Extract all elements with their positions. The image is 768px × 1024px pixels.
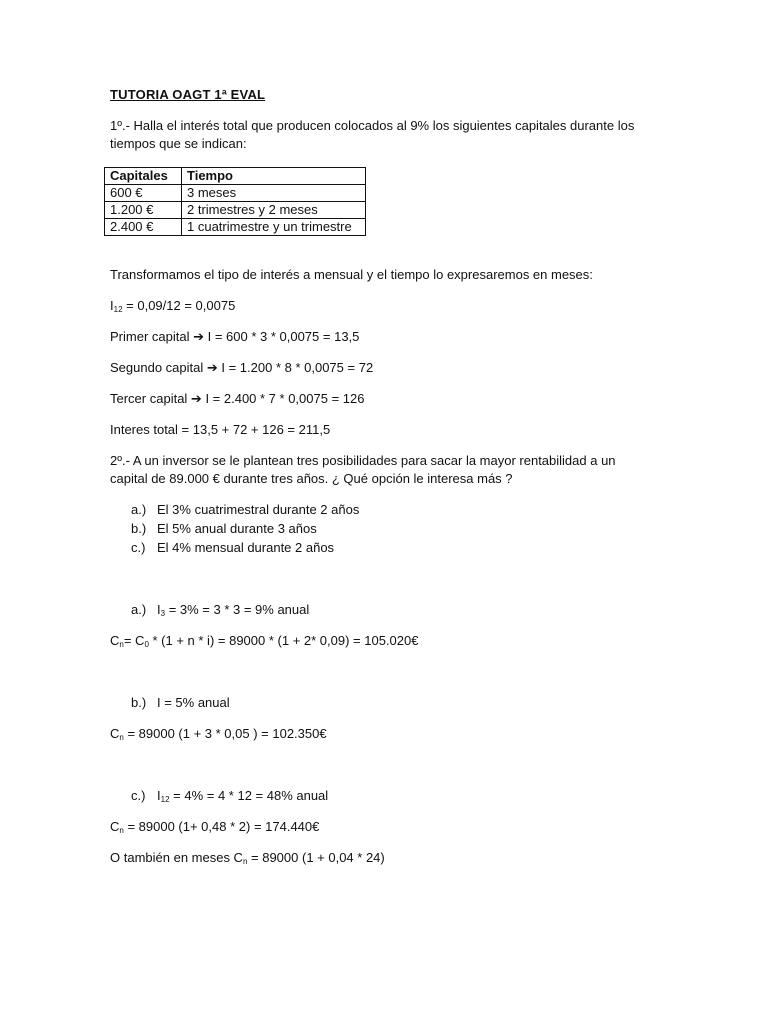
segundo-capital-label: Segundo capital — [110, 360, 207, 375]
tercer-capital-calc: I = 2.400 * 7 * 0,0075 = 126 — [201, 391, 365, 406]
list-marker: c.) — [131, 788, 146, 803]
formula-part: * (1 + n * i) = 89000 * (1 + 2* 0,09) = 105.020€ — [148, 633, 419, 648]
option-text: El 3% cuatrimestral durante 2 años — [157, 502, 360, 517]
list-marker: c.) — [131, 540, 146, 555]
rate-subscript: 3 — [160, 609, 166, 618]
answer-a-formula-line — [110, 632, 418, 650]
primer-capital-label: Primer capital — [110, 329, 194, 344]
table-cell: 600 € — [105, 185, 182, 202]
table-cell: 1 cuatrimestre y un trimestre — [182, 219, 366, 236]
capital-subscript: n — [119, 640, 124, 649]
table-cell: 2 trimestres y 2 meses — [182, 202, 366, 219]
list-marker: b.) — [131, 521, 147, 536]
answer-c-alt-formula-line — [110, 849, 385, 867]
table-header-capitales: Capitales — [105, 168, 182, 185]
arrow-icon: ➔ — [190, 391, 202, 406]
arrow-icon: ➔ — [206, 360, 218, 375]
table-header-tiempo: Tiempo — [182, 168, 366, 185]
option-text: El 4% mensual durante 2 años — [157, 540, 335, 555]
arrow-icon: ➔ — [193, 329, 204, 344]
table-row — [105, 185, 366, 202]
answer-c-rate-line — [131, 787, 328, 805]
capital-symbol: C — [110, 726, 120, 741]
rate-symbol: I — [157, 602, 161, 617]
rate-value: = 3% = 3 * 3 = 9% anual — [165, 602, 310, 617]
capital-subscript: n — [242, 857, 248, 866]
capital-symbol: C — [110, 633, 120, 648]
formula-part: = C — [123, 633, 145, 648]
table-cell: 1.200 € — [105, 202, 182, 219]
formula-part: = 89000 (1+ 0,48 * 2) = 174.440€ — [123, 819, 320, 834]
formula-part: = 89000 (1 + 3 * 0,05 ) = 102.350€ — [123, 726, 327, 741]
rate-symbol: I — [157, 788, 161, 803]
list-item — [131, 501, 359, 519]
formula-part: = 89000 (1 + 0,04 * 24) — [247, 850, 385, 865]
list-item — [131, 520, 317, 538]
table-row — [105, 219, 366, 236]
rate-subscript: 12 — [113, 305, 123, 314]
list-item — [131, 539, 334, 557]
table-cell: 2.400 € — [105, 219, 182, 236]
answer-b-formula-line — [110, 725, 327, 743]
table-header-row — [105, 168, 366, 185]
answer-b-rate-line — [131, 694, 230, 712]
list-marker: a.) — [131, 602, 147, 617]
primer-capital-line — [110, 328, 359, 346]
segundo-capital-calc: I = 1.200 * 8 * 0,0075 = 72 — [217, 360, 374, 375]
capital-symbol: C — [110, 819, 120, 834]
formula-part: O también en meses C — [110, 850, 243, 865]
option-text: El 5% anual durante 3 años — [157, 521, 317, 536]
capital-subscript: n — [119, 826, 124, 835]
segundo-capital-line — [110, 359, 373, 377]
answer-a-rate-line — [131, 601, 309, 619]
document-title: TUTORIA OAGT 1ª EVAL — [110, 87, 266, 102]
interest-total-line: Interes total = 13,5 + 72 + 126 = 211,5 — [110, 422, 331, 437]
rate-value: I = 5% anual — [157, 695, 230, 710]
question-2-statement: 2º.- A un inversor se le plantean tres posibilidades para sacar la mayor rentabilidad a un capital de 89.000 € durante tres años. ¿ Qué opción le interesa más ? — [110, 453, 616, 486]
capital-subscript: 0 — [144, 640, 149, 649]
answer-c-formula-line — [110, 818, 319, 836]
list-marker: b.) — [131, 695, 147, 710]
question-1-statement: 1º.- Halla el interés total que producen colocados al 9% los siguientes capitales durante los tiempos que se indican: — [110, 118, 635, 151]
capitals-table — [104, 167, 366, 236]
tercer-capital-line — [110, 390, 364, 408]
primer-capital-calc: I = 600 * 3 * 0,0075 = 13,5 — [203, 329, 360, 344]
tercer-capital-label: Tercer capital — [110, 391, 191, 406]
list-marker: a.) — [131, 502, 147, 517]
table-row — [105, 202, 366, 219]
rate-value: = 4% = 4 * 12 = 48% anual — [169, 788, 329, 803]
rate-symbol: I — [110, 298, 114, 313]
capital-subscript: n — [119, 733, 124, 742]
transform-text: Transformamos el tipo de interés a mensual y el tiempo lo expresaremos en meses: — [110, 267, 593, 282]
rate-value: = 0,09/12 = 0,0075 — [122, 298, 236, 313]
table-cell: 3 meses — [182, 185, 366, 202]
rate-subscript: 12 — [160, 795, 170, 804]
monthly-rate-line — [110, 297, 235, 315]
